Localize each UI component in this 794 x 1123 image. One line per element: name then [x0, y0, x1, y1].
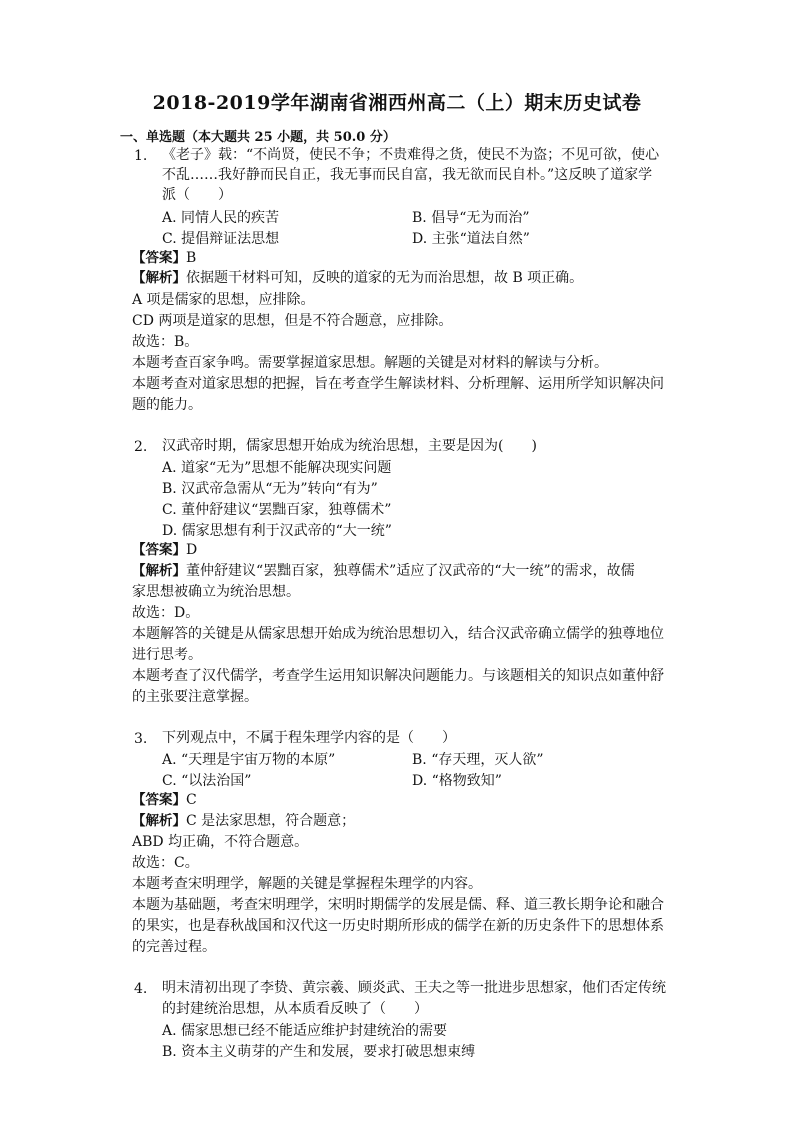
- analysis-line: [132, 268, 583, 288]
- question-stem: 下列观点中，不属于程朱理学内容的是（ ）: [162, 730, 456, 746]
- question-number: 4.: [134, 981, 148, 997]
- answer-tag: 【答案】: [132, 250, 186, 266]
- analysis-text: 的果实，也是春秋战国和汉代这一历史时期所形成的儒学在新的历史条件下的思想体系: [132, 918, 664, 934]
- analysis-text: 故选：C。: [132, 855, 199, 871]
- question-stem: 不乱……我好静而民自正，我无事而民自富，我无欲而民自朴。”这反映了道家学: [162, 167, 653, 183]
- option-a: A. 儒家思想已经不能适应维护封建统治的需要: [162, 1023, 448, 1039]
- analysis-text: 的完善过程。: [132, 939, 216, 955]
- option-a: A. 道家“无为”思想不能解决现实问题: [162, 460, 392, 476]
- analysis-text: 的主张要注意掌握。: [132, 689, 258, 705]
- analysis-text: 题的能力。: [132, 397, 202, 413]
- analysis-tag: 【解析】: [132, 270, 186, 286]
- analysis-text: C 是法家思想，符合题意；: [186, 813, 356, 829]
- analysis-text: 依据题干材料可知，反映的道家的无为而治思想，故 B 项正确。: [186, 270, 584, 286]
- question-number: 1.: [134, 148, 148, 164]
- analysis-text: 故选：B。: [132, 334, 199, 350]
- option-c: C. 董仲舒建议“罢黜百家，独尊儒术”: [162, 502, 392, 518]
- option-b: B. 资本主义萌芽的产生和发展，要求打破思想束缚: [162, 1044, 476, 1060]
- section-heading: 一、单选题（本大题共 25 小题，共 50.0 分）: [120, 130, 396, 145]
- analysis-text: 进行思考。: [132, 647, 202, 663]
- analysis-text: 本题考查对道家思想的把握，旨在考查学生解读材料、分析理解、运用所学知识解决问: [132, 376, 664, 392]
- question-stem: 汉武帝时期，儒家思想开始成为统治思想，主要是因为( ): [162, 438, 537, 454]
- analysis-text: 故选：D。: [132, 605, 200, 621]
- analysis-tag: 【解析】: [132, 563, 186, 579]
- option-a: A. “天理是宇宙万物的本原”: [162, 752, 336, 768]
- question-number: 2.: [134, 439, 148, 455]
- option-d: D. 主张“道法自然”: [412, 231, 530, 247]
- answer-value: C: [186, 792, 197, 808]
- answer-tag: 【答案】: [132, 792, 186, 808]
- answer-line: [132, 540, 197, 560]
- question-stem: 明末清初出现了李贽、黄宗羲、顾炎武、王夫之等一批进步思想家，他们否定传统: [162, 980, 666, 996]
- option-b: B. “存天理，灭人欲”: [412, 752, 544, 768]
- page-title: 2018-2019学年湖南省湘西州高二（上）期末历史试卷: [152, 92, 642, 114]
- option-b: B. 汉武帝急需从“无为”转向“有为”: [162, 481, 378, 497]
- option-d: D. “格物致知”: [412, 773, 502, 789]
- answer-tag: 【答案】: [132, 542, 186, 558]
- analysis-text: 本题考查了汉代儒学，考查学生运用知识解决问题能力。与该题相关的知识点如董仲舒: [132, 668, 664, 684]
- option-c: C. 提倡辩证法思想: [162, 231, 280, 247]
- analysis-line: [132, 811, 355, 831]
- answer-line: [132, 790, 197, 810]
- option-b: B. 倡导“无为而治”: [412, 210, 530, 226]
- answer-line: [132, 248, 196, 268]
- analysis-text: A 项是儒家的思想，应排除。: [132, 292, 315, 308]
- analysis-text: 本题考查百家争鸣。需要掌握道家思想。解题的关键是对材料的解读与分析。: [132, 355, 608, 371]
- analysis-text: CD 两项是道家的思想，但是不符合题意，应排除。: [132, 313, 453, 329]
- analysis-text: 本题为基础题，考查宋明理学，宋明时期儒学的发展是儒、释、道三教长期争论和融合: [132, 897, 664, 913]
- answer-value: B: [186, 250, 197, 266]
- question-number: 3.: [134, 731, 148, 747]
- analysis-text: 家思想被确立为统治思想。: [132, 584, 300, 600]
- analysis-text: 董仲舒建议“罢黜百家，独尊儒术”适应了汉武帝的“大一统”的需求，故儒: [186, 563, 635, 579]
- option-d: D. 儒家思想有利于汉武帝的“大一统”: [162, 523, 392, 539]
- question-stem: 《老子》载：“不尚贤，使民不争；不贵难得之货，使民不为盗；不见可欲，使心: [162, 147, 660, 163]
- option-a: A. 同情人民的疾苦: [162, 210, 280, 226]
- answer-value: D: [186, 542, 198, 558]
- question-stem: 的封建统治思想，从本质看反映了（ ）: [162, 1001, 428, 1017]
- analysis-tag: 【解析】: [132, 813, 186, 829]
- analysis-text: 本题解答的关键是从儒家思想开始成为统治思想切入，结合汉武帝确立儒学的独尊地位: [132, 626, 664, 642]
- analysis-line: [132, 561, 635, 581]
- question-stem: 派（ ）: [162, 187, 232, 203]
- analysis-text: ABD 均正确，不符合题意。: [132, 834, 309, 850]
- option-c: C. “以法治国”: [162, 773, 252, 789]
- analysis-text: 本题考查宋明理学，解题的关键是掌握程朱理学的内容。: [132, 876, 482, 892]
